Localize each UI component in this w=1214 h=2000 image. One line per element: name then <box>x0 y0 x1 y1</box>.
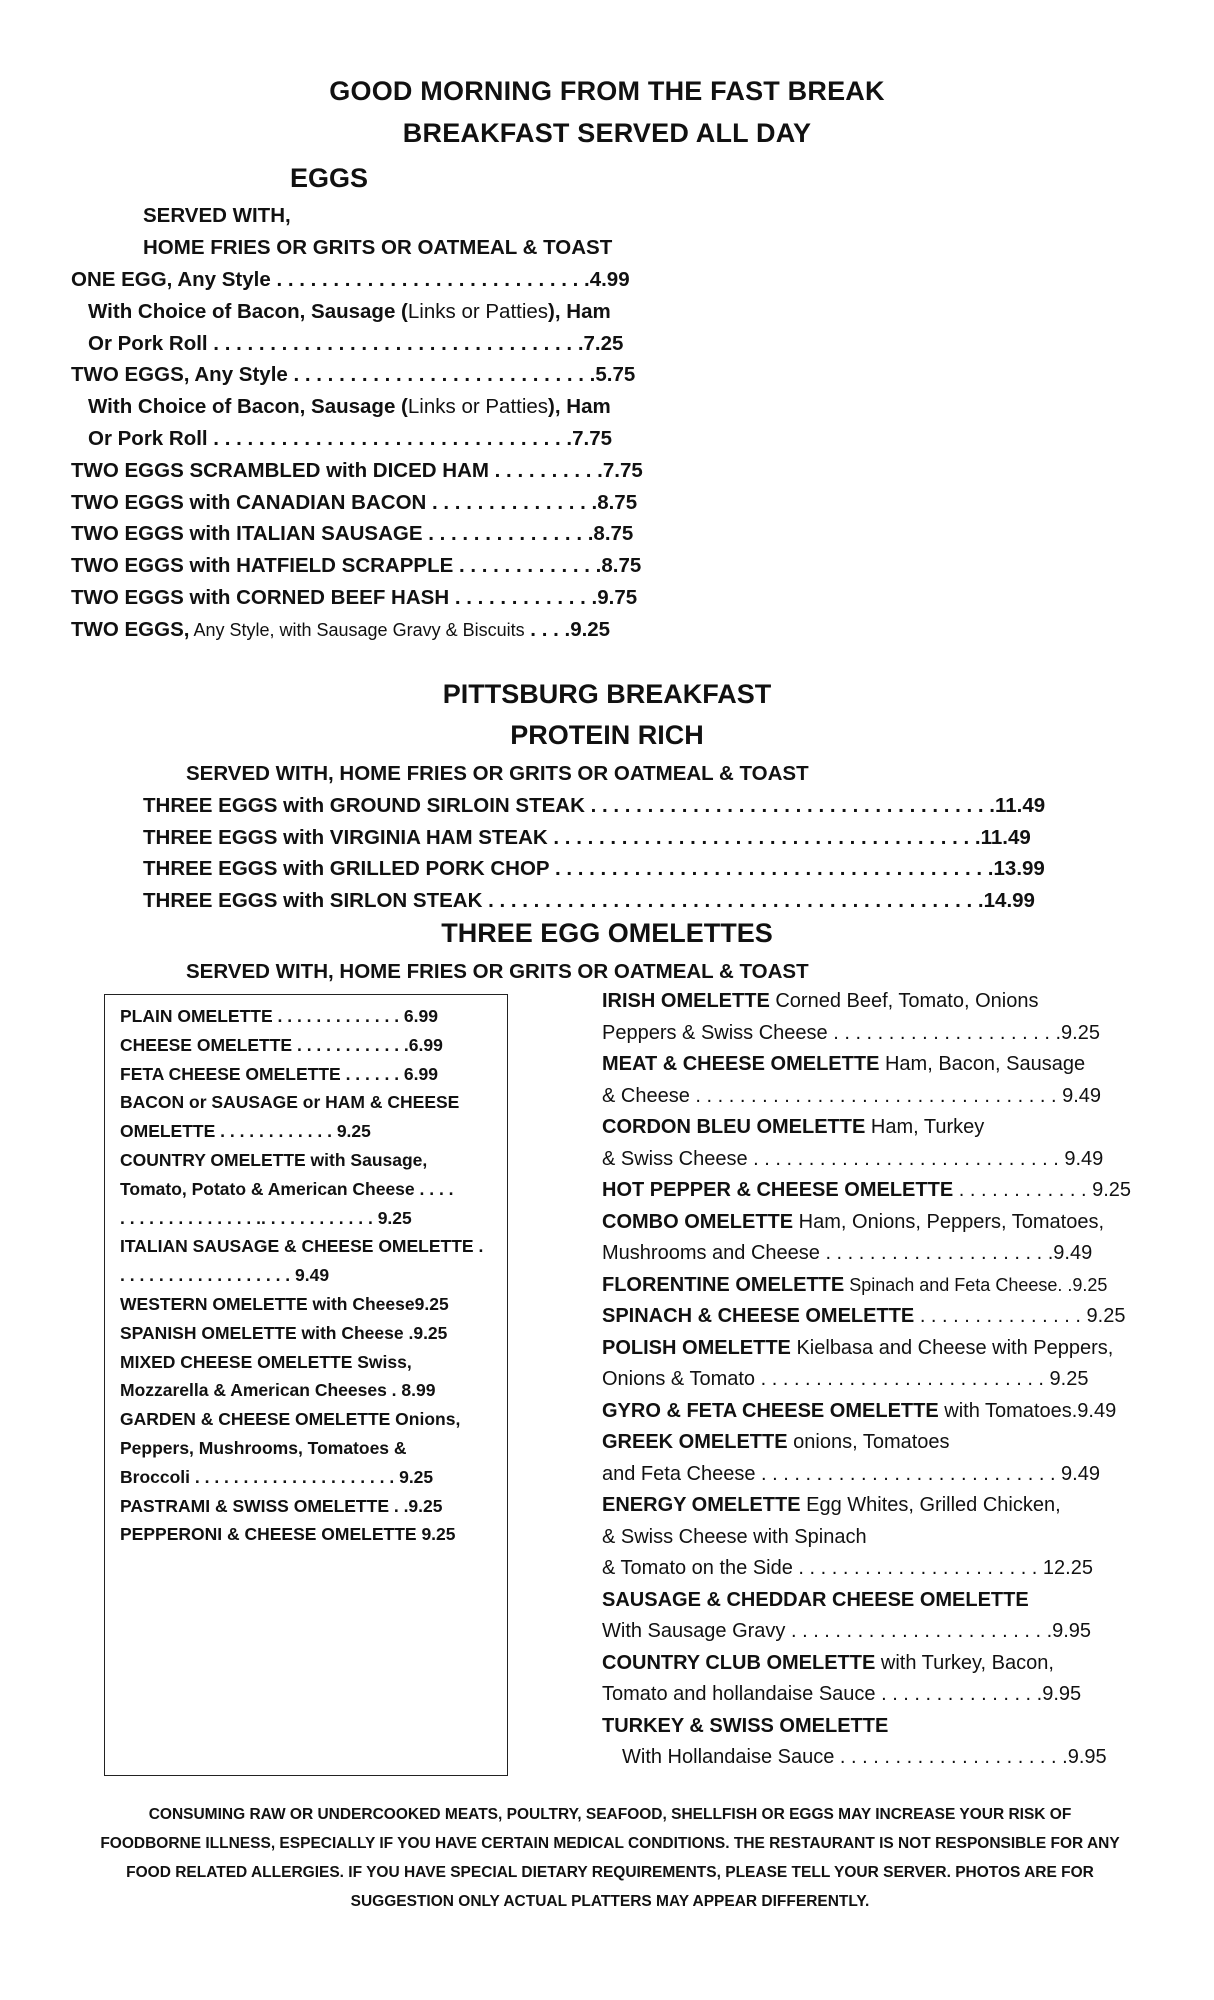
disclaimer-line: SUGGESTION ONLY ACTUAL PLATTERS MAY APPEAR DIFFERENTLY. <box>350 1893 870 1910</box>
omelette-box-line: PASTRAMI & SWISS OMELETTE . .9.25 <box>120 1495 443 1516</box>
omelette-box-line: WESTERN OMELETTE with Cheese9.25 <box>120 1294 449 1314</box>
omelette-line <box>602 1615 1091 1647</box>
omelette-line <box>602 1426 950 1458</box>
menu-item-row <box>88 391 611 423</box>
omelette-line <box>602 985 1038 1017</box>
omelette-line <box>602 1237 1092 1269</box>
omelette-box-line: ITALIAN SAUSAGE & CHEESE OMELETTE . <box>120 1236 484 1257</box>
item-name: TWO EGGS with CORNED BEEF HASH <box>71 586 450 609</box>
menu-item-row <box>143 853 1045 885</box>
menu-item-row <box>71 487 637 519</box>
menu-item-row <box>71 614 610 646</box>
omelette-desc: . . . . . . . . . . . . . . . 9.25 <box>914 1305 1126 1327</box>
omelette-name: GYRO & FETA CHEESE OMELETTE <box>602 1399 939 1422</box>
item-dots: . . . . . . . . . . . . . . . . . . . . . . . . . . . . . . . . . . . . . . <box>547 825 981 849</box>
item-note: Links or Patties <box>407 299 549 323</box>
omelette-name: HOT PEPPER & CHEESE OMELETTE <box>602 1179 954 1201</box>
omelettes-served-line: SERVED WITH, HOME FRIES OR GRITS OR OATMEAL & TOAST <box>186 960 809 983</box>
omelette-line <box>602 1111 984 1143</box>
item-price: 4.99 <box>589 268 630 291</box>
item-price: 9.75 <box>597 586 638 609</box>
item-dots: . . . . . . . . . . <box>488 458 603 482</box>
omelette-box-line: BACON or SAUSAGE or HAM & CHEESE <box>120 1092 460 1113</box>
allergy-disclaimer <box>60 1800 1160 1916</box>
menu-item-row <box>71 359 635 391</box>
omelette-box-line: GARDEN & CHEESE OMELETTE Onions, <box>120 1409 461 1430</box>
omelette-box-line: Peppers, Mushrooms, Tomatoes & <box>120 1438 407 1458</box>
omelette-name: COMBO OMELETTE <box>602 1210 794 1233</box>
item-note: Links or Patties <box>407 395 549 419</box>
item-dots: . . . . . . . . . . . . . . . <box>426 490 598 514</box>
omelette-box-line: OMELETTE . . . . . . . . . . . . 9.25 <box>120 1121 371 1142</box>
item-price: 9.25 <box>570 617 611 641</box>
omelette-name: CORDON BLEU OMELETTE <box>602 1116 866 1138</box>
item-name: TWO EGGS, Any Style <box>71 363 288 387</box>
omelette-name: SPINACH & CHEESE OMELETTE <box>602 1305 915 1327</box>
omelette-name: ENERGY OMELETTE <box>602 1494 801 1516</box>
menu-item-row <box>71 582 637 614</box>
omelette-box-line: FETA CHEESE OMELETTE . . . . . . 6.99 <box>120 1063 438 1084</box>
omelette-desc: & Tomato on the Side . . . . . . . . . . . . . . . . . . . . . . 12.25 <box>602 1557 1093 1579</box>
item-dots: . . . . . . . . . . . . . . . . . . . . . . . . . . . <box>287 363 596 387</box>
omelette-name: GREEK OMELETTE <box>602 1431 788 1453</box>
item-name: With Choice of Bacon, Sausage ( <box>88 299 408 323</box>
item-name: Or Pork Roll <box>88 427 208 450</box>
disclaimer-line: CONSUMING RAW OR UNDERCOOKED MEATS, POULTRY, SEAFOOD, SHELLFISH OR EGGS MAY INCREASE YOUR RISK OF <box>148 1806 1072 1823</box>
omelette-box-line: . . . . . . . . . . . . . . .. . . . . . . . . . . . 9.25 <box>120 1207 412 1228</box>
item-name-suffix: ), Ham <box>548 299 611 323</box>
omelette-desc: Egg Whites, Grilled Chicken, <box>800 1494 1061 1516</box>
omelette-desc: Ham, Turkey <box>865 1116 985 1138</box>
omelette-line <box>602 1458 1100 1490</box>
item-dots: . . . . . . . . . . . . . . . . . . . . . . . . . . . . . . . . . <box>207 331 584 355</box>
item-dots: . . . . . . . . . . . . . . . . . . . . . . . . . . . . . . . . . . . . . . . . . . . . <box>482 888 984 912</box>
omelette-box-line: COUNTRY OMELETTE with Sausage, <box>120 1150 428 1170</box>
menu-title: GOOD MORNING FROM THE FAST BREAK <box>329 76 885 106</box>
omelette-desc: . . . . . . . . . . . . 9.25 <box>953 1179 1132 1201</box>
item-name: THREE EGGS with VIRGINIA HAM STEAK <box>143 825 548 849</box>
omelette-box-line: Broccoli . . . . . . . . . . . . . . . . . . . . . 9.25 <box>120 1466 434 1487</box>
item-name: TWO EGGS with HATFIELD SCRAPPLE <box>71 554 454 578</box>
menu-item-row <box>71 550 641 582</box>
omelette-line <box>602 1710 888 1742</box>
menu-item-row <box>143 885 1035 917</box>
omelette-line <box>602 1048 1085 1080</box>
omelette-box-line: CHEESE OMELETTE . . . . . . . . . . . .6.99 <box>120 1034 443 1055</box>
omelette-line <box>602 1269 1107 1301</box>
item-dots: . . . . . . . . . . . . . . . . . . . . . . . . . . . . . . . . . . . . <box>584 794 996 817</box>
omelette-line <box>602 1080 1101 1112</box>
omelette-line <box>602 1206 1104 1238</box>
pittsburg-served-line: SERVED WITH, HOME FRIES OR GRITS OR OATMEAL & TOAST <box>186 762 809 785</box>
eggs-served-line-2: HOME FRIES OR GRITS OR OATMEAL & TOAST <box>143 236 613 259</box>
omelette-line <box>602 1363 1088 1395</box>
item-name: TWO EGGS SCRAMBLED with DICED HAM <box>71 458 489 482</box>
omelette-line <box>602 1489 1061 1521</box>
omelette-line <box>622 1741 1107 1773</box>
omelette-desc: Kielbasa and Cheese with Peppers, <box>790 1336 1114 1359</box>
omelette-box-line: Mozzarella & American Cheeses . 8.99 <box>120 1380 436 1401</box>
eggs-served-line-1: SERVED WITH, <box>143 204 291 227</box>
omelette-desc: Mushrooms and Cheese . . . . . . . . . . . . . . . . . . . . .9.49 <box>602 1242 1093 1264</box>
eggs-section-title: EGGS <box>290 163 369 193</box>
omelette-name: TURKEY & SWISS OMELETTE <box>602 1714 889 1737</box>
item-dots: . . . . . . . . . . . . . <box>453 554 602 578</box>
omelette-box-line: Tomato, Potato & American Cheese . . . . <box>120 1178 454 1199</box>
omelette-desc: Ham, Bacon, Sausage <box>879 1053 1086 1075</box>
menu-item-row <box>143 790 1045 822</box>
disclaimer-line: FOODBORNE ILLNESS, ESPECIALLY IF YOU HAVE CERTAIN MEDICAL CONDITIONS. THE RESTAURANT IS NOT RESPONSIBLE FOR ANY <box>100 1835 1120 1852</box>
menu-item-row <box>71 518 633 550</box>
item-name: TWO EGGS with CANADIAN BACON <box>71 490 427 514</box>
item-price: 5.75 <box>595 363 636 387</box>
omelette-desc: Corned Beef, Tomato, Onions <box>769 990 1039 1012</box>
menu-item-row <box>143 822 1031 854</box>
omelette-line <box>602 1174 1131 1206</box>
omelette-line <box>602 1300 1125 1332</box>
menu-item-row <box>71 264 630 296</box>
omelette-desc: With Hollandaise Sauce . . . . . . . . . . . . . . . . . . . . .9.95 <box>622 1746 1107 1768</box>
omelette-desc: with Turkey, Bacon, <box>875 1651 1054 1674</box>
omelette-desc: Onions & Tomato . . . . . . . . . . . . . . . . . . . . . . . . . . 9.25 <box>602 1368 1089 1390</box>
omelette-line <box>602 1552 1093 1584</box>
item-name: Or Pork Roll <box>88 331 208 355</box>
omelette-desc: onions, Tomatoes <box>787 1431 950 1453</box>
menu-item-row <box>88 328 623 360</box>
omelette-name: IRISH OMELETTE <box>602 990 770 1012</box>
disclaimer-line: FOOD RELATED ALLERGIES. IF YOU HAVE SPECIAL DIETARY REQUIREMENTS, PLEASE TELL YOUR SERVER. PHOTOS ARE FOR <box>126 1864 1094 1881</box>
item-dots: . . . . . . . . . . . . . . . . . . . . . . . . . . . . <box>270 268 590 291</box>
omelette-desc: and Feta Cheese . . . . . . . . . . . . . . . . . . . . . . . . . . . 9.49 <box>602 1462 1100 1485</box>
omelette-name: MEAT & CHEESE OMELETTE <box>602 1053 880 1075</box>
omelette-line <box>602 1017 1100 1049</box>
pittsburg-section-title: PITTSBURG BREAKFAST <box>442 679 772 709</box>
omelette-desc: & Cheese . . . . . . . . . . . . . . . . . . . . . . . . . . . . . . . . . 9.49 <box>602 1084 1102 1107</box>
item-price: 7.75 <box>602 458 643 482</box>
omelette-line <box>602 1332 1113 1364</box>
item-name: THREE EGGS with GROUND SIRLOIN STEAK <box>143 794 585 817</box>
omelette-desc: Peppers & Swiss Cheese . . . . . . . . . . . . . . . . . . . . .9.25 <box>602 1021 1100 1044</box>
item-price: 8.75 <box>593 522 634 546</box>
item-price: 11.49 <box>995 794 1046 817</box>
item-price: 7.25 <box>583 331 624 355</box>
omelette-box-line: . . . . . . . . . . . . . . . . . . 9.49 <box>120 1265 330 1286</box>
item-note: Any Style, with Sausage Gravy & Biscuits <box>189 619 525 640</box>
menu-item-row <box>88 296 611 328</box>
item-name-suffix: ), Ham <box>548 395 611 419</box>
item-dots: . . . . . . . . . . . . . <box>449 586 598 609</box>
item-price: 7.75 <box>572 427 613 450</box>
omelette-name: COUNTRY CLUB OMELETTE <box>602 1651 876 1674</box>
item-name: ONE EGG, Any Style <box>71 268 271 291</box>
item-dots: . . . . . . . . . . . . . . . . . . . . . . . . . . . . . . . . <box>207 427 573 450</box>
omelette-name: POLISH OMELETTE <box>602 1336 791 1359</box>
omelette-line <box>602 1521 867 1553</box>
omelette-name: SAUSAGE & CHEDDAR CHEESE OMELETTE <box>602 1588 1029 1611</box>
item-name: With Choice of Bacon, Sausage ( <box>88 395 408 419</box>
omelette-desc: & Swiss Cheese with Spinach <box>602 1525 867 1548</box>
omelette-desc: Spinach and Feta Cheese. .9.25 <box>844 1274 1108 1295</box>
menu-item-row <box>71 455 643 487</box>
omelette-line <box>602 1395 1116 1427</box>
item-name: THREE EGGS with GRILLED PORK CHOP <box>143 857 550 880</box>
omelette-desc: Ham, Onions, Peppers, Tomatoes, <box>793 1210 1104 1233</box>
omelette-name: FLORENTINE OMELETTE <box>602 1273 845 1296</box>
omelette-line <box>602 1584 1029 1616</box>
item-price: 8.75 <box>597 490 638 514</box>
omelette-line <box>602 1647 1054 1679</box>
omelette-desc: Tomato and hollandaise Sauce . . . . . . . . . . . . . . .9.95 <box>602 1683 1082 1705</box>
menu-subtitle: BREAKFAST SERVED ALL DAY <box>402 118 812 148</box>
omelette-line <box>602 1143 1103 1175</box>
omelette-box-line: SPANISH OMELETTE with Cheese .9.25 <box>120 1322 448 1343</box>
item-dots: . . . . . . . . . . . . . . . <box>422 522 594 546</box>
omelette-box-line: PEPPERONI & CHEESE OMELETTE 9.25 <box>120 1524 456 1545</box>
item-name: THREE EGGS with SIRLON STEAK <box>143 888 483 912</box>
item-name: TWO EGGS with ITALIAN SAUSAGE <box>71 522 423 546</box>
item-dots: . . . . . . . . . . . . . . . . . . . . . . . . . . . . . . . . . . . . . . . <box>549 857 994 880</box>
omelette-desc: & Swiss Cheese . . . . . . . . . . . . . . . . . . . . . . . . . . . . 9.49 <box>602 1147 1104 1170</box>
item-price: 8.75 <box>601 554 642 578</box>
item-price: 13.99 <box>993 857 1045 880</box>
pittsburg-section-subtitle: PROTEIN RICH <box>510 720 704 750</box>
menu-item-row <box>88 423 612 455</box>
item-dots: . . . . <box>524 617 571 641</box>
omelettes-section-title: THREE EGG OMELETTES <box>441 918 773 948</box>
omelette-desc: with Tomatoes.9.49 <box>938 1399 1117 1422</box>
item-price: 14.99 <box>983 888 1035 912</box>
item-price: 11.49 <box>980 825 1031 849</box>
omelette-desc: With Sausage Gravy . . . . . . . . . . . . . . . . . . . . . . . .9.95 <box>602 1620 1092 1642</box>
omelette-box-line: MIXED CHEESE OMELETTE Swiss, <box>120 1351 412 1372</box>
omelette-line <box>602 1678 1081 1710</box>
omelette-box-line: PLAIN OMELETTE . . . . . . . . . . . . . 6.99 <box>120 1006 438 1026</box>
item-name: TWO EGGS, <box>71 617 190 641</box>
